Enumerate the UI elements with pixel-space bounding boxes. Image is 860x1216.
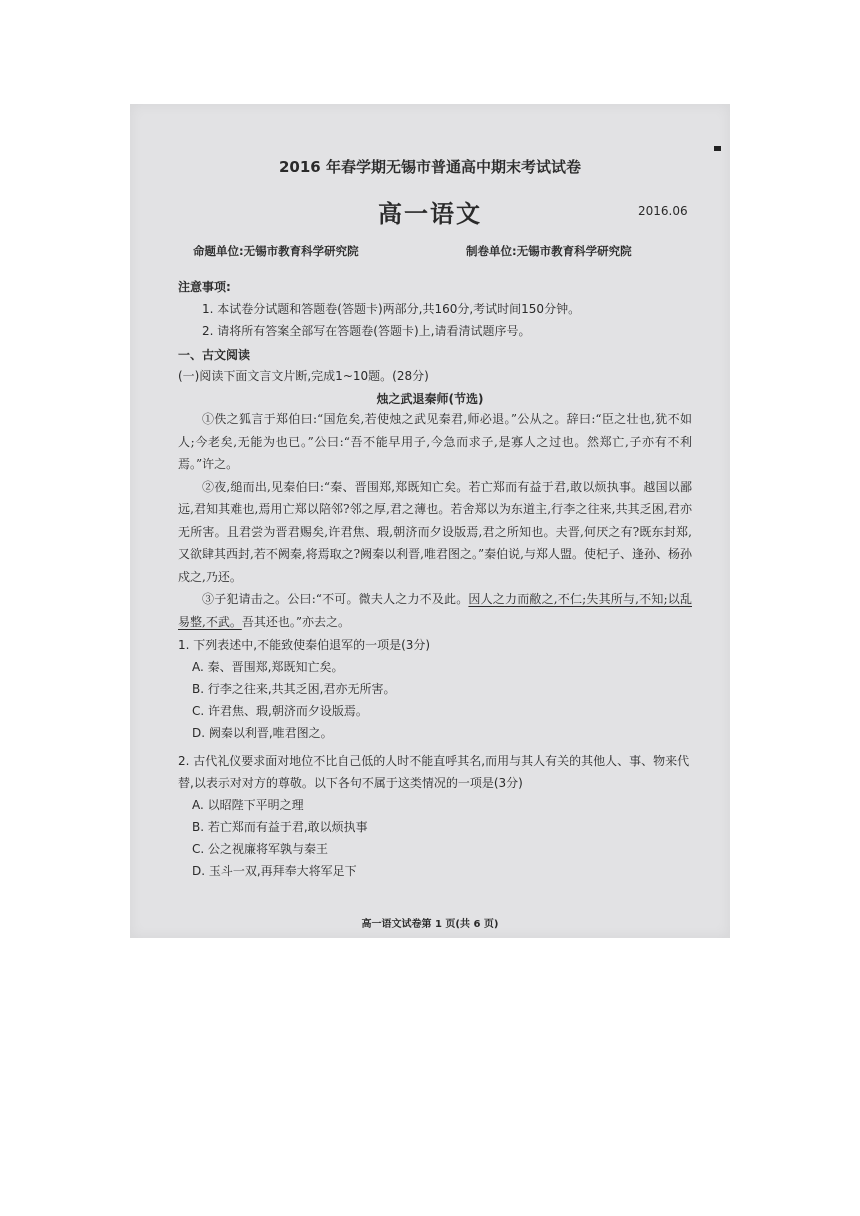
question-2	[178, 750, 698, 882]
subject-title: 高一语文	[378, 200, 482, 228]
passage-paragraph: ②夜,缒而出,见秦伯曰:“秦、晋围郑,郑既知亡矣。若亡郑而有益于君,敢以烦执事。越国以鄙远,君知其难也,焉用亡郑以陪邻?邻之厚,君之薄也。若舍郑以为东道主,行李之往来,共其乏困,君亦无所害。且君尝为晋君赐矣,许君焦、瑕,朝济而夕设版焉,君之所知也。夫晋,何厌之有?既东封郑,又欲肆其西封,若不阙秦,将焉取之?阙秦以利晋,唯君图之。”秦伯说,与郑人盟。使杞子、逢孙、杨孙戍之,乃还。	[178, 479, 692, 584]
exam-title: 2016 年春学期无锡市普通高中期末考试试卷	[279, 158, 581, 176]
section-heading: 一、古文阅读	[178, 348, 251, 362]
question-1	[178, 634, 698, 744]
scanned-exam-page	[130, 104, 730, 938]
passage-text: 吾其还也。”亦去之。	[241, 614, 350, 629]
option-d: D. 玉斗一双,再拜奉大将军足下	[192, 864, 357, 878]
option-d: D. 阙秦以利晋,唯君图之。	[192, 726, 333, 740]
option-b: B. 若亡郑而有益于君,敢以烦执事	[192, 820, 368, 834]
underlined-sentence: 因人之力而敝之,不仁;失其所与,不知;以乱易整,不武。	[178, 592, 692, 629]
scan-edge-mark	[714, 146, 721, 151]
question-list	[178, 634, 698, 882]
exam-date: 2016.06	[638, 204, 688, 218]
passage-title: 烛之武退秦师(节选)	[376, 392, 484, 406]
option-a: A. 以昭陛下平明之理	[192, 798, 304, 812]
option-a: A. 秦、晋围郑,郑既知亡矣。	[192, 660, 344, 674]
option-c: C. 许君焦、瑕,朝济而夕设版焉。	[192, 704, 368, 718]
author-right: 制卷单位:无锡市教育科学研究院	[466, 244, 632, 258]
part-instruction: (一)阅读下面文言文片断,完成1~10题。(28分)	[178, 369, 429, 383]
passage-paragraph	[178, 588, 692, 633]
notice-item: 2. 请将所有答案全部写在答题卷(答题卡)上,请看清试题序号。	[202, 324, 531, 338]
option-b: B. 行李之往来,共其乏困,君亦无所害。	[192, 682, 396, 696]
passage-text: ③子犯请击之。公曰:“不可。微夫人之力不及此。	[202, 592, 469, 606]
author-left: 命题单位:无锡市教育科学研究院	[193, 244, 359, 258]
passage-body	[178, 408, 692, 633]
question-stem: 2. 古代礼仪要求面对地位不比自己低的人时不能直呼其名,而用与其人有关的其他人、事、物来代替,以表示对对方的尊敬。以下各句不属于这类情况的一项是(3分)	[178, 754, 690, 790]
passage-paragraph: ①佚之狐言于郑伯曰:“国危矣,若使烛之武见秦君,师必退。”公从之。辞曰:“臣之壮也,犹不如人;今老矣,无能为也已。”公曰:“吾不能早用子,今急而求子,是寡人之过也。然郑亡,子亦有不利焉。”许之。	[178, 412, 692, 471]
page-footer: 高一语文试卷第 1 页(共 6 页)	[361, 919, 499, 930]
option-c: C. 公之视廉将军孰与秦王	[192, 842, 329, 856]
notice-item: 1. 本试卷分试题和答题卷(答题卡)两部分,共160分,考试时间150分钟。	[202, 302, 581, 316]
question-stem: 1. 下列表述中,不能致使秦伯退军的一项是(3分)	[178, 638, 431, 652]
notice-title: 注意事项:	[178, 280, 231, 294]
